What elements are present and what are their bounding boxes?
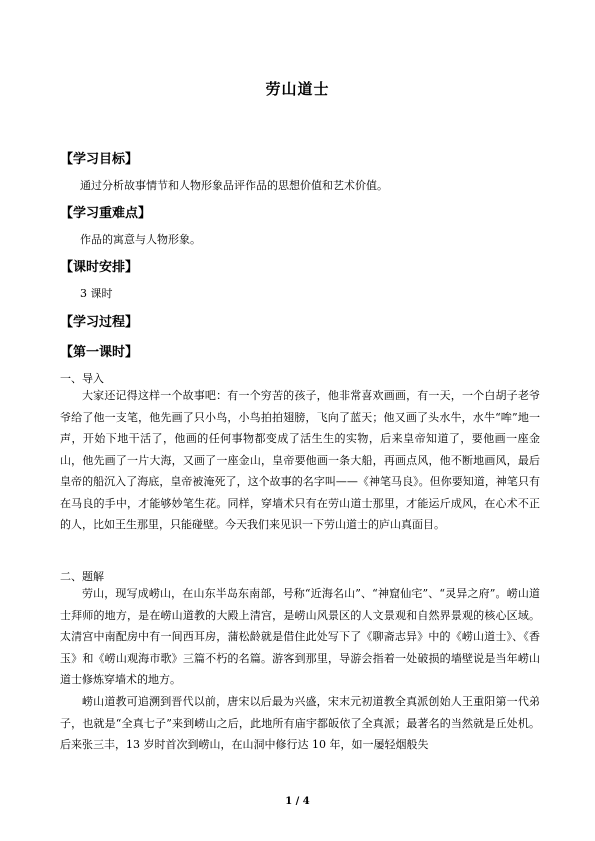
part-one-label: 一、导入 bbox=[60, 372, 104, 385]
key-points-text: 作品的寓意与人物形象。 bbox=[80, 233, 201, 246]
objective-heading: 【学习目标】 bbox=[60, 152, 139, 167]
process-heading: 【学习过程】 bbox=[60, 315, 139, 330]
schedule-heading: 【课时安排】 bbox=[60, 260, 139, 275]
objective-text: 通过分析故事情节和人物形象品评作品的思想价值和艺术价值。 bbox=[80, 179, 388, 192]
part-two-paragraph-2: 崂山道教可追溯到晋代以前，唐宋以后最为兴盛，宋末元初道教全真派创始人王重阳第一代弟子，也就是“全真七子”来到崂山之后，此地所有庙宇都皈依了全真派；最著名的当然就是丘处机。后来张三丰，13 岁时首次到崂山，在山洞中修行达 10 年，如一屡轻烟般失 bbox=[60, 695, 540, 751]
part-two-label: 二、题解 bbox=[60, 570, 104, 583]
part-one-paragraph: 大家还记得这样一个故事吧：有一个穷苦的孩子，他非常喜欢画画，有一天，一个白胡子老爷爷给了他一支笔，他先画了只小鸟，小鸟拍拍翅膀，飞向了蓝天；他又画了头水牛，水牛“哞”地一声，开始下地干活了，他画的任何事物都变成了活生生的实物，后来皇帝知道了，要他画一座金山，他先画了一片大海，又画了一座金山，皇帝要他画一条大船，再画点风，他不断地画风，最后皇帝的船沉入了海底，皇帝被淹死了，这个故事的名字叫——《神笔马良》。但你要知道，神笔只有在马良的手中，才能够妙笔生花。同样，穿墙术只有在劳山道士那里，才能运斤成风，在心术不正的人，比如王生那里，只能碰壁。今天我们来见识一下劳山道士的庐山真面目。 bbox=[60, 389, 540, 531]
part-two-paragraph-1: 劳山，现写成崂山，在山东半岛东南部，号称“近海名山”、“神窟仙宅”、“灵异之府”。崂山道士拜师的地方，是在崂山道教的大殿上清宫，是崂山风景区的人文景观和自然界景观的核心区域。太清宫中南配房中有一间西耳房，蒲松龄就是借住此处写下了《聊斋志异》中的《崂山道士》、《香玉》和《崂山观海市歌》三篇不朽的名篇。游客到那里，导游会指着一处破损的墙壁说是当年崂山道士修炼穿墙术的地方。 bbox=[60, 587, 540, 686]
lesson-one-heading: 【第一课时】 bbox=[60, 345, 139, 360]
key-points-heading: 【学习重难点】 bbox=[60, 206, 152, 221]
page-number: 1 / 4 bbox=[285, 796, 310, 807]
document-title: 劳山道士 bbox=[265, 80, 330, 98]
schedule-text: 3 课时 bbox=[80, 287, 113, 300]
